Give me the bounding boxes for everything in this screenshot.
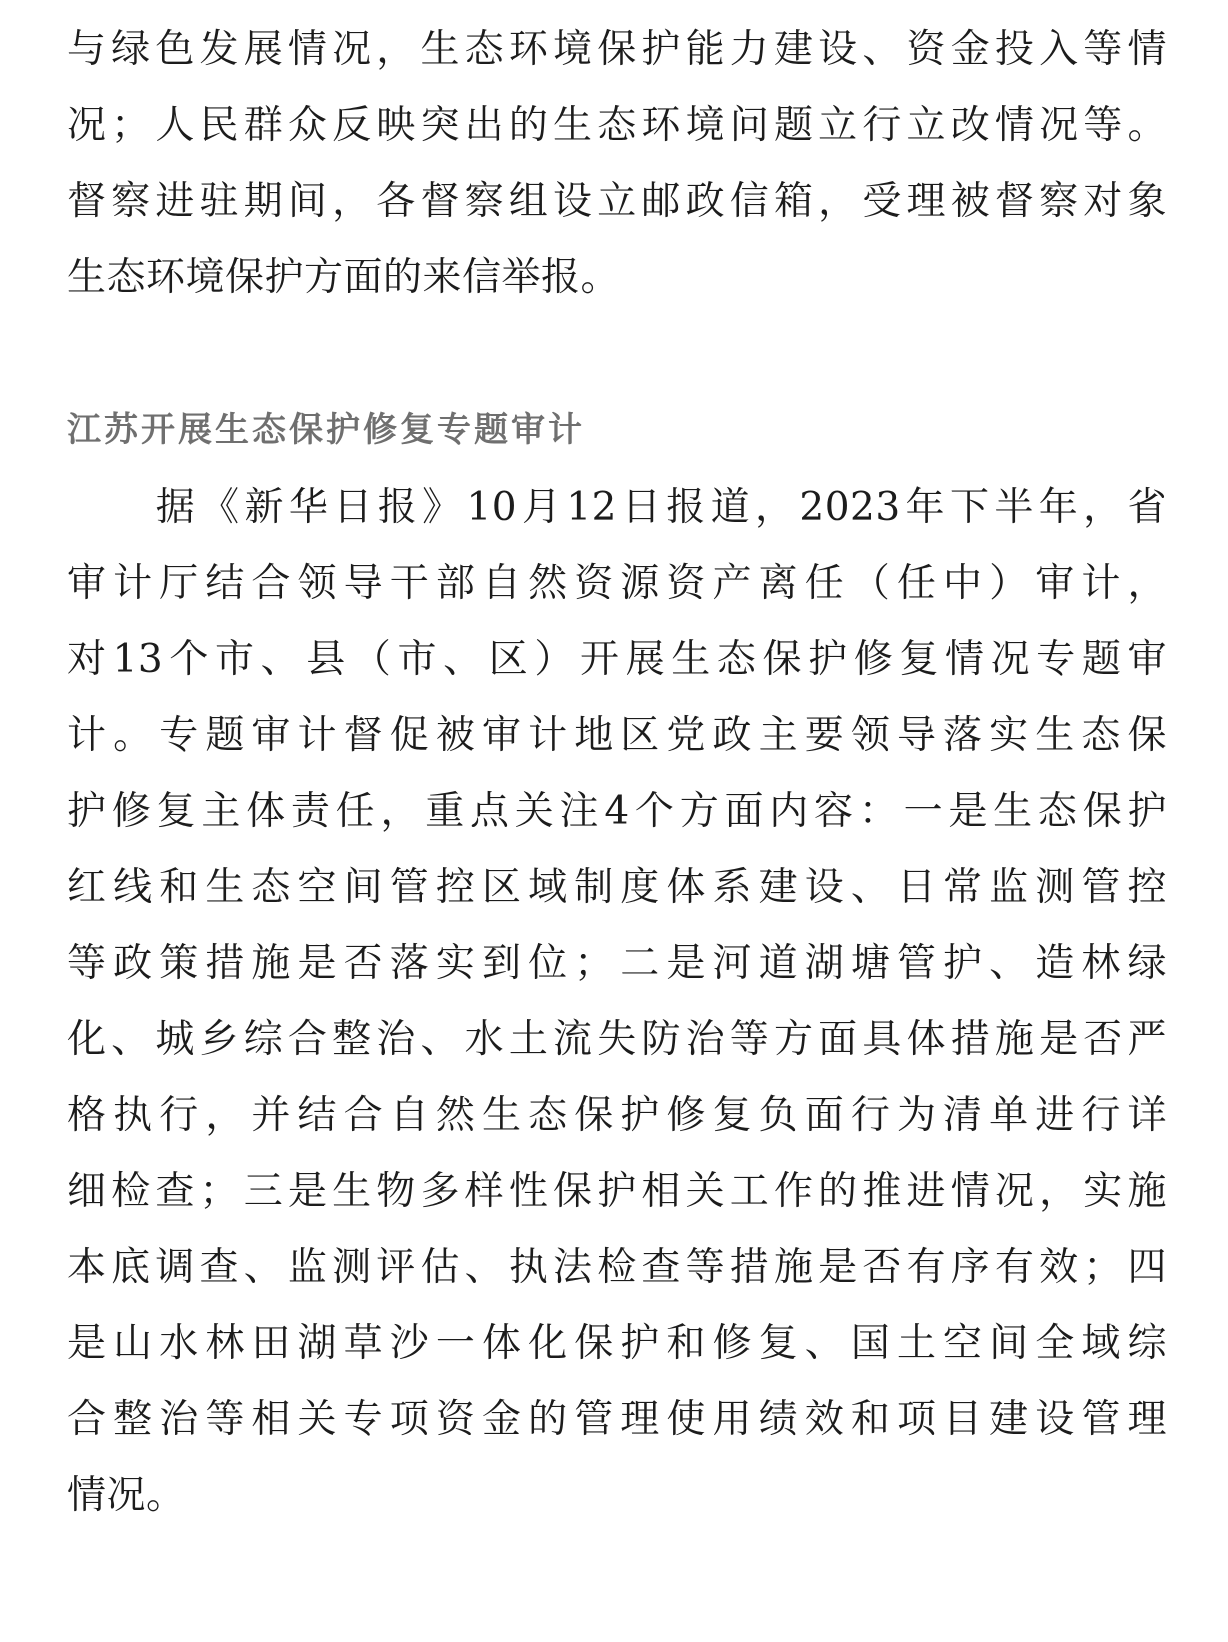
- text-line: 与绿色发展情况，生态环境保护能力建设、资金投入等情: [67, 27, 1167, 72]
- body-paragraph: [67, 470, 1167, 1534]
- text-line: 合整治等相关专项资金的管理使用绩效和项目建设管理: [67, 1397, 1167, 1442]
- text-line: 生态环境保护方面的来信举报。: [67, 255, 621, 300]
- text-line: 审计厅结合领导干部自然资源资产离任（任中）审计，: [67, 561, 1167, 606]
- text-line: 据《新华日报》10月12日报道，2023年下半年，省: [67, 485, 1167, 530]
- text-line: 细检查；三是生物多样性保护相关工作的推进情况，实施: [67, 1169, 1167, 1214]
- text-line: 红线和生态空间管控区域制度体系建设、日常监测管控: [67, 865, 1167, 910]
- text-line: 护修复主体责任，重点关注4个方面内容：一是生态保护: [67, 789, 1167, 834]
- section-heading: 江苏开展生态保护修复专题审计: [67, 410, 585, 450]
- text-line: 化、城乡综合整治、水土流失防治等方面具体措施是否严: [67, 1017, 1167, 1062]
- text-line: 等政策措施是否落实到位；二是河道湖塘管护、造林绿: [67, 941, 1167, 986]
- text-line: 情况。: [67, 1473, 186, 1518]
- text-line: 对13个市、县（市、区）开展生态保护修复情况专题审: [67, 637, 1167, 682]
- text-line: 况；人民群众反映突出的生态环境问题立行立改情况等。: [67, 103, 1167, 148]
- text-line: 格执行，并结合自然生态保护修复负面行为清单进行详: [67, 1093, 1167, 1138]
- intro-paragraph: [67, 12, 1167, 316]
- text-line: 是山水林田湖草沙一体化保护和修复、国土空间全域综: [67, 1321, 1167, 1366]
- text-line: 本底调查、监测评估、执法检查等措施是否有序有效；四: [67, 1245, 1167, 1290]
- text-line: 督察进驻期间，各督察组设立邮政信箱，受理被督察对象: [67, 179, 1167, 224]
- text-line: 计。专题审计督促被审计地区党政主要领导落实生态保: [67, 713, 1167, 758]
